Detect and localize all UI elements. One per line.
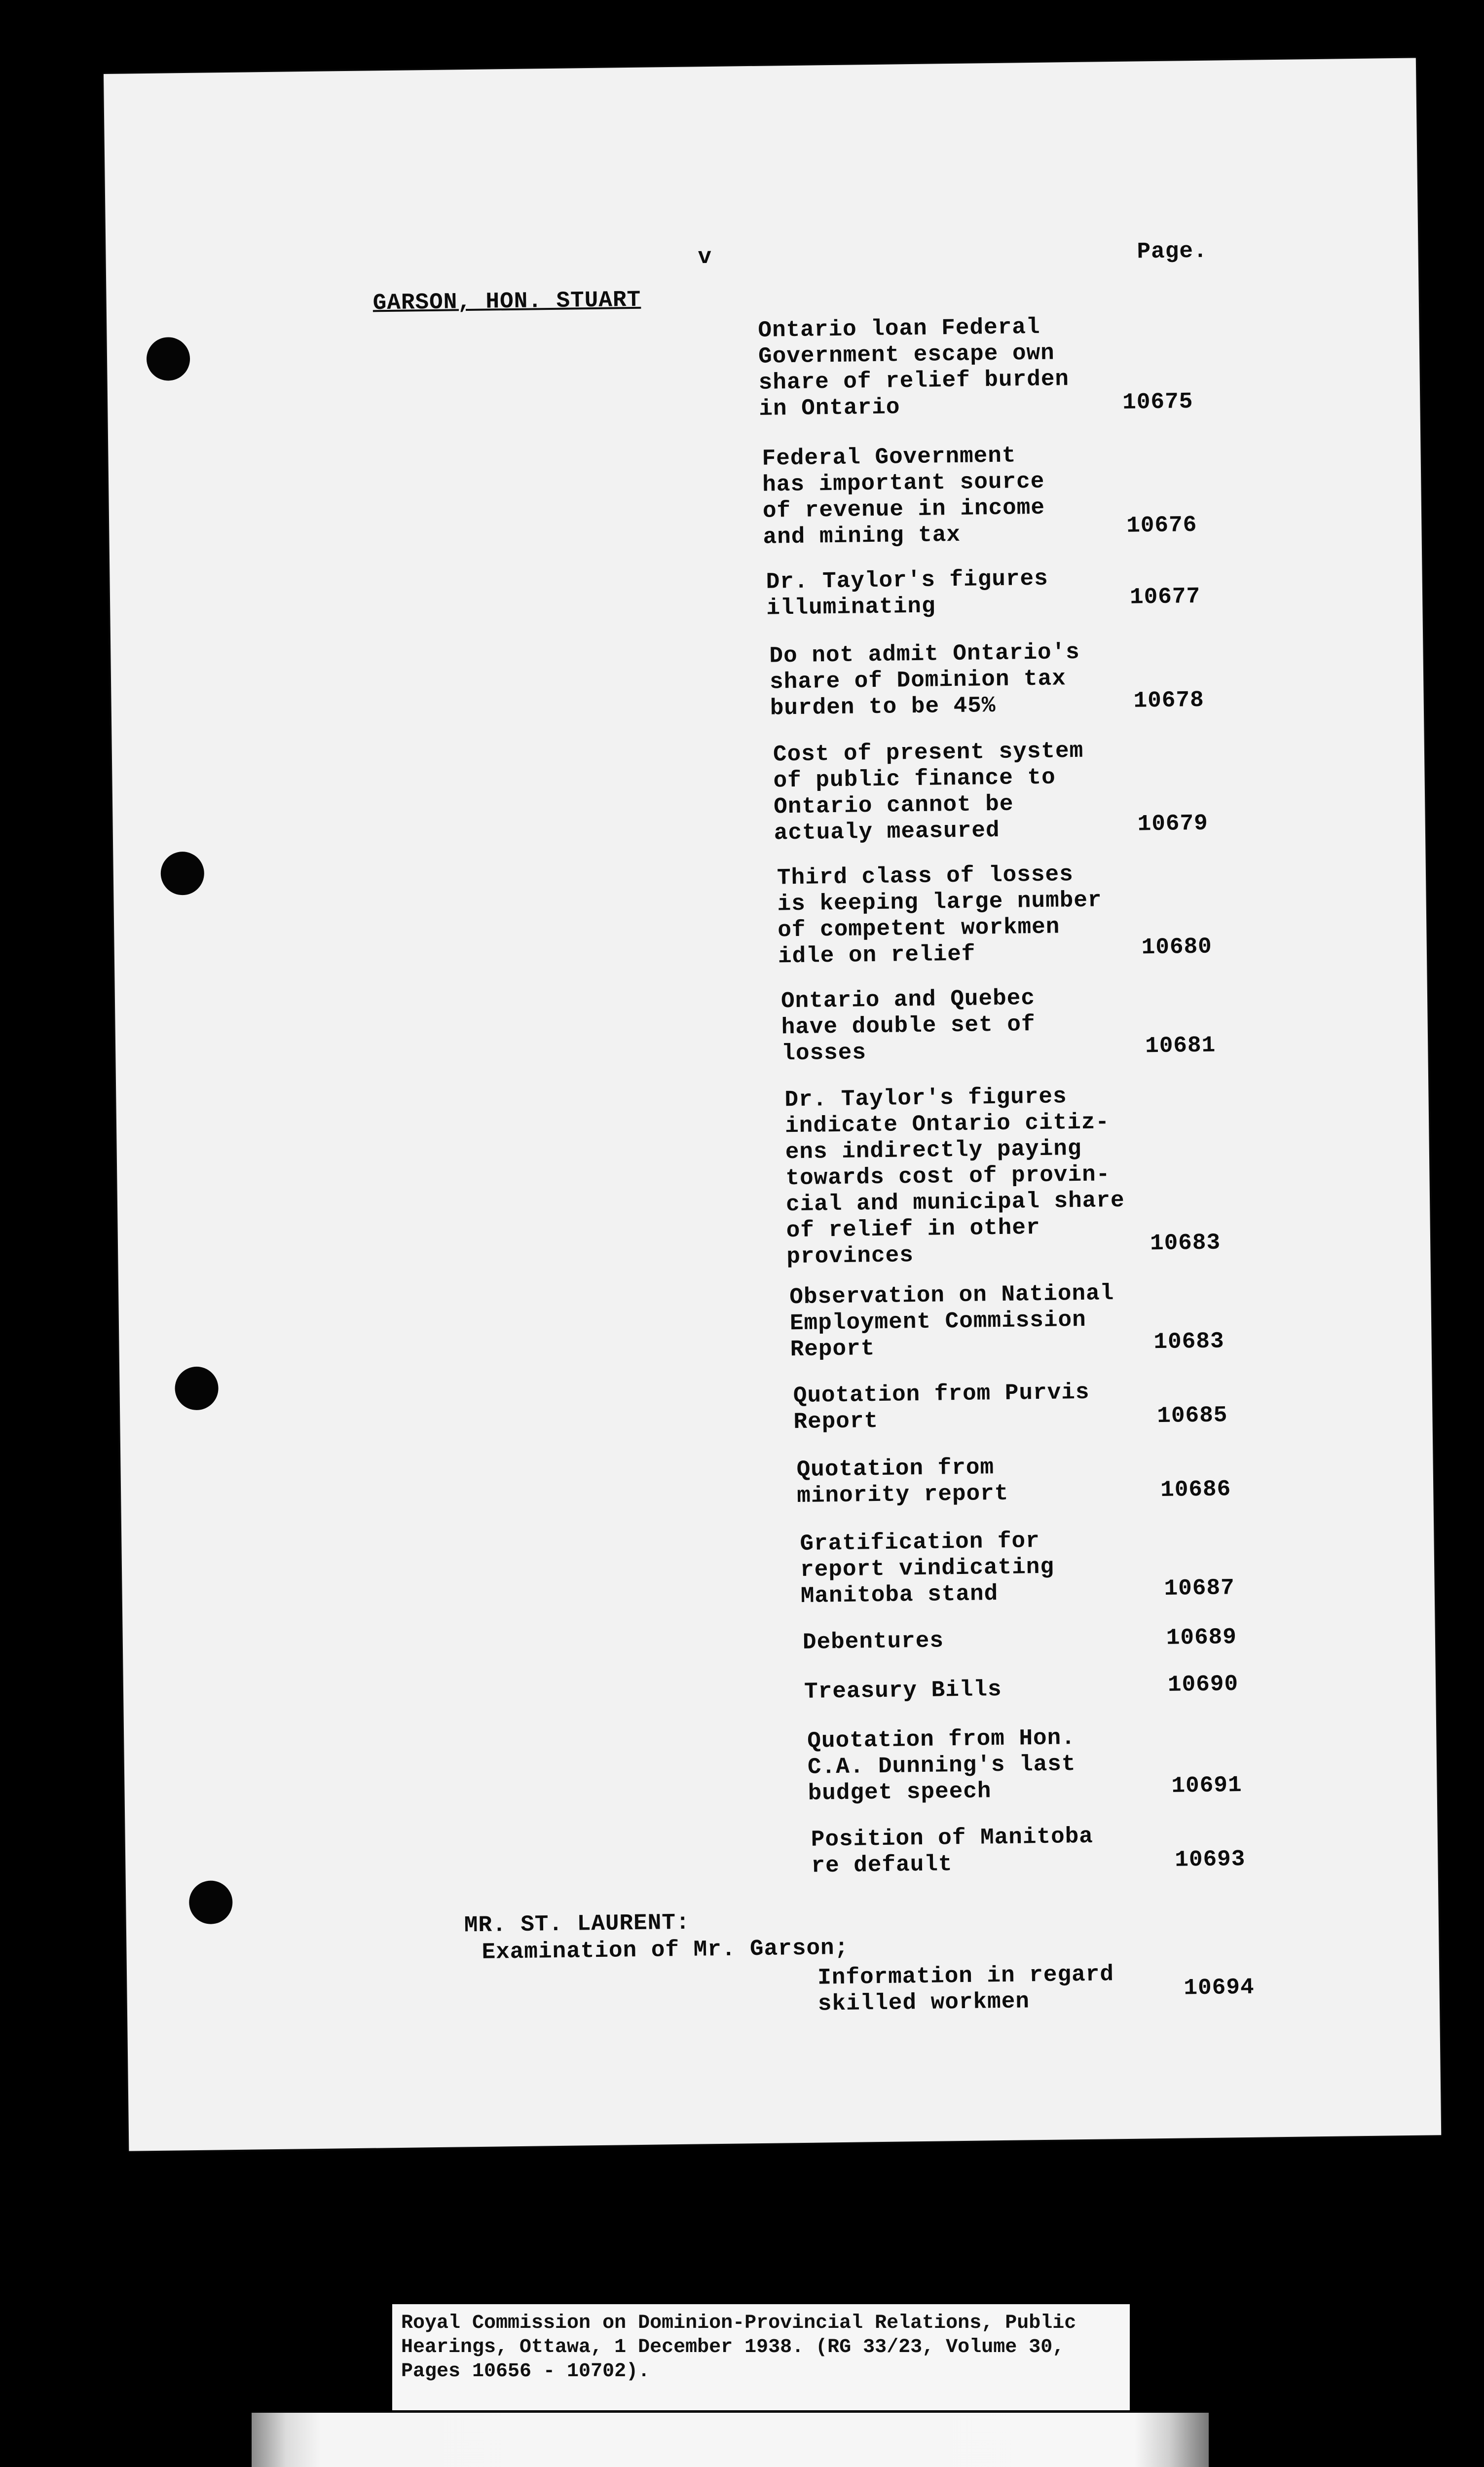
entry-text: Dr. Taylor's figures indicate Ontario citiz- ens indirectly paying towards cost of provin- cial and municipal share of relief in other provinces bbox=[784, 1084, 1125, 1270]
entry-page-number: 10686 bbox=[1160, 1476, 1231, 1503]
entry-text: Information in regard skilled workmen bbox=[817, 1961, 1114, 2017]
entry-page-number: 10675 bbox=[1122, 389, 1193, 415]
section-heading-st-laurent: MR. ST. LAURENT: bbox=[464, 1909, 690, 1939]
entry-text: Quotation from Purvis Report bbox=[793, 1379, 1090, 1435]
entry-page-number: 10679 bbox=[1137, 810, 1209, 837]
entry-page-number: 10691 bbox=[1171, 1772, 1242, 1799]
entry-page-number: 10680 bbox=[1141, 934, 1213, 961]
entry-page-number: 10677 bbox=[1129, 583, 1201, 610]
entry-text: Do not admit Ontario's share of Dominion tax burden to be 45% bbox=[769, 639, 1080, 721]
entry-text: Dr. Taylor's figures illuminating bbox=[766, 565, 1049, 621]
entry-text: Third class of losses is keeping large number of competent workmen idle on relief bbox=[777, 861, 1102, 970]
entry-text: Debentures bbox=[802, 1628, 944, 1655]
entry-text: Ontario and Quebec have double set of losses bbox=[780, 985, 1036, 1067]
entry-page-number: 10683 bbox=[1150, 1230, 1221, 1257]
entry-page-number: 10681 bbox=[1145, 1032, 1216, 1059]
entry-text: Gratification for report vindicating Manitoba stand bbox=[800, 1528, 1055, 1609]
punch-hole bbox=[160, 852, 204, 896]
entry-text: Federal Government has important source of revenue in income and mining tax bbox=[762, 443, 1045, 550]
archival-citation-label bbox=[392, 2304, 1130, 2410]
entry-page-number: 10687 bbox=[1164, 1575, 1235, 1602]
public-archives-stamp bbox=[252, 2413, 1209, 2467]
section-subheading: Examination of Mr. Garson; bbox=[482, 1935, 849, 1965]
entry-page-number: 10693 bbox=[1175, 1846, 1246, 1873]
punch-hole bbox=[175, 1366, 219, 1410]
entry-text: Position of Manitoba re default bbox=[811, 1823, 1094, 1879]
page-column-label: Page. bbox=[1137, 238, 1208, 265]
entry-page-number: 10690 bbox=[1167, 1671, 1239, 1698]
entry-page-number: 10678 bbox=[1133, 687, 1204, 714]
entry-page-number: 10694 bbox=[1184, 1974, 1255, 2001]
entry-text: Ontario loan Federal Government escape own share of relief burden in Ontario bbox=[758, 314, 1070, 422]
punch-hole bbox=[147, 337, 190, 381]
entry-text: Quotation from minority report bbox=[796, 1455, 1009, 1509]
section-heading-garson: GARSON, HON. STUART bbox=[372, 287, 641, 316]
punch-hole bbox=[189, 1880, 233, 1924]
roman-numeral: v bbox=[698, 244, 712, 270]
entry-page-number: 10689 bbox=[1166, 1624, 1237, 1651]
entry-text: Quotation from Hon. C.A. Dunning's last budget speech bbox=[807, 1725, 1076, 1806]
citation-text: Royal Commission on Dominion-Provincial Relations, Public Hearings, Ottawa, 1 December 1938. (RG 33/23, Volume 30, Pages 10656 - 10702). bbox=[401, 2312, 1076, 2383]
entry-page-number: 10685 bbox=[1157, 1402, 1228, 1429]
entry-page-number: 10683 bbox=[1153, 1328, 1224, 1355]
entry-text: Cost of present system of public finance to Ontario cannot be actualy measured bbox=[773, 738, 1084, 846]
entry-text: Observation on National Employment Commission Report bbox=[789, 1280, 1114, 1363]
entry-text: Treasury Bills bbox=[804, 1677, 1002, 1705]
entry-page-number: 10676 bbox=[1126, 512, 1197, 539]
typed-index-page bbox=[104, 58, 1441, 2151]
